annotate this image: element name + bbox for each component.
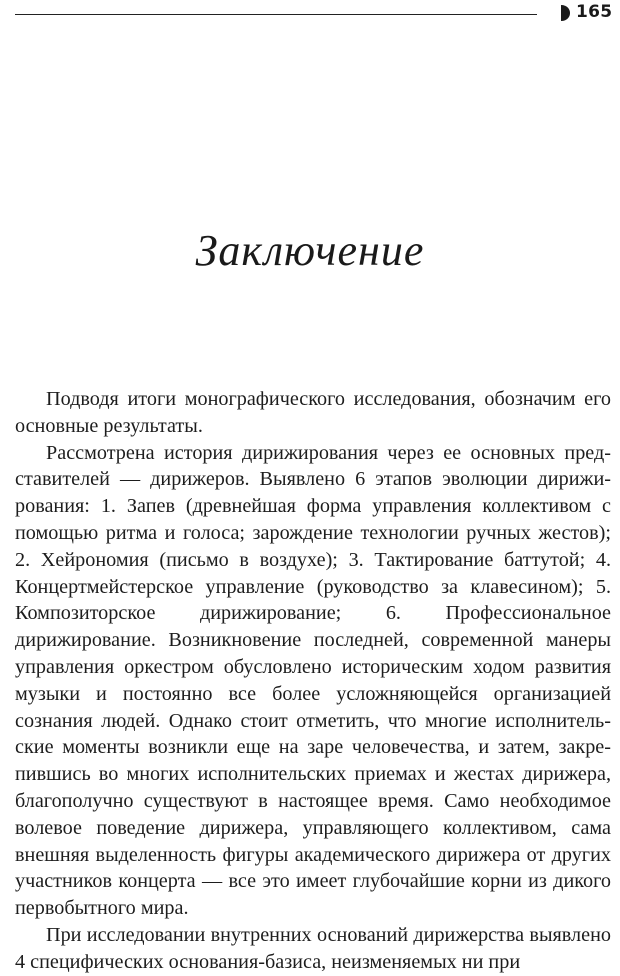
paragraph: Подводя итоги монографического исследования, обозначим его основные результаты.	[15, 388, 611, 437]
header-rule	[15, 14, 537, 15]
chapter-title: Заключение	[195, 226, 425, 275]
page-marker-icon	[560, 5, 570, 21]
page-number: 165	[576, 2, 613, 22]
paragraph: Рассмотрена история дирижирования через ее основных представителей — дирижеров. Выявлено 6 этапов эволюции дирижирования: 1. Запев (древнейшая форма управления коллективом с помощью ритма и голоса; зарождение технологии ручных жестов); 2. Хейрономия (письмо в воздухе); 3. Тактирование баттутой; 4. Концертмейстерское управление (руководство за клавесином); 5. Композиторское дирижирование; 6. Профессиональное дирижирование. Возникновение последней, современной манеры управления оркестром обусловлено историческим ходом развития музыки и постоянно все более усложняющейся организацией сознания людей. Однако стоит отметить, что многие исполнительские моменты возникли еще на заре человечества, и затем, закрепившись во многих исполнительских приемах и жестах дирижера, благополучно существуют в настоящее время. Само необходимое волевое поведение дирижера, управляющего коллективом, сама внешняя выделенность фигуры академического дирижера от других участников концерта — все это имеет глубочайшие корни из дикого первобытного мира.	[15, 441, 611, 920]
body-text	[15, 386, 611, 976]
running-header	[0, 0, 620, 30]
paragraph: При исследовании внутренних оснований дирижерства выявлено 4 специфических основания-базиса, неизменяемых ни при	[15, 923, 611, 973]
